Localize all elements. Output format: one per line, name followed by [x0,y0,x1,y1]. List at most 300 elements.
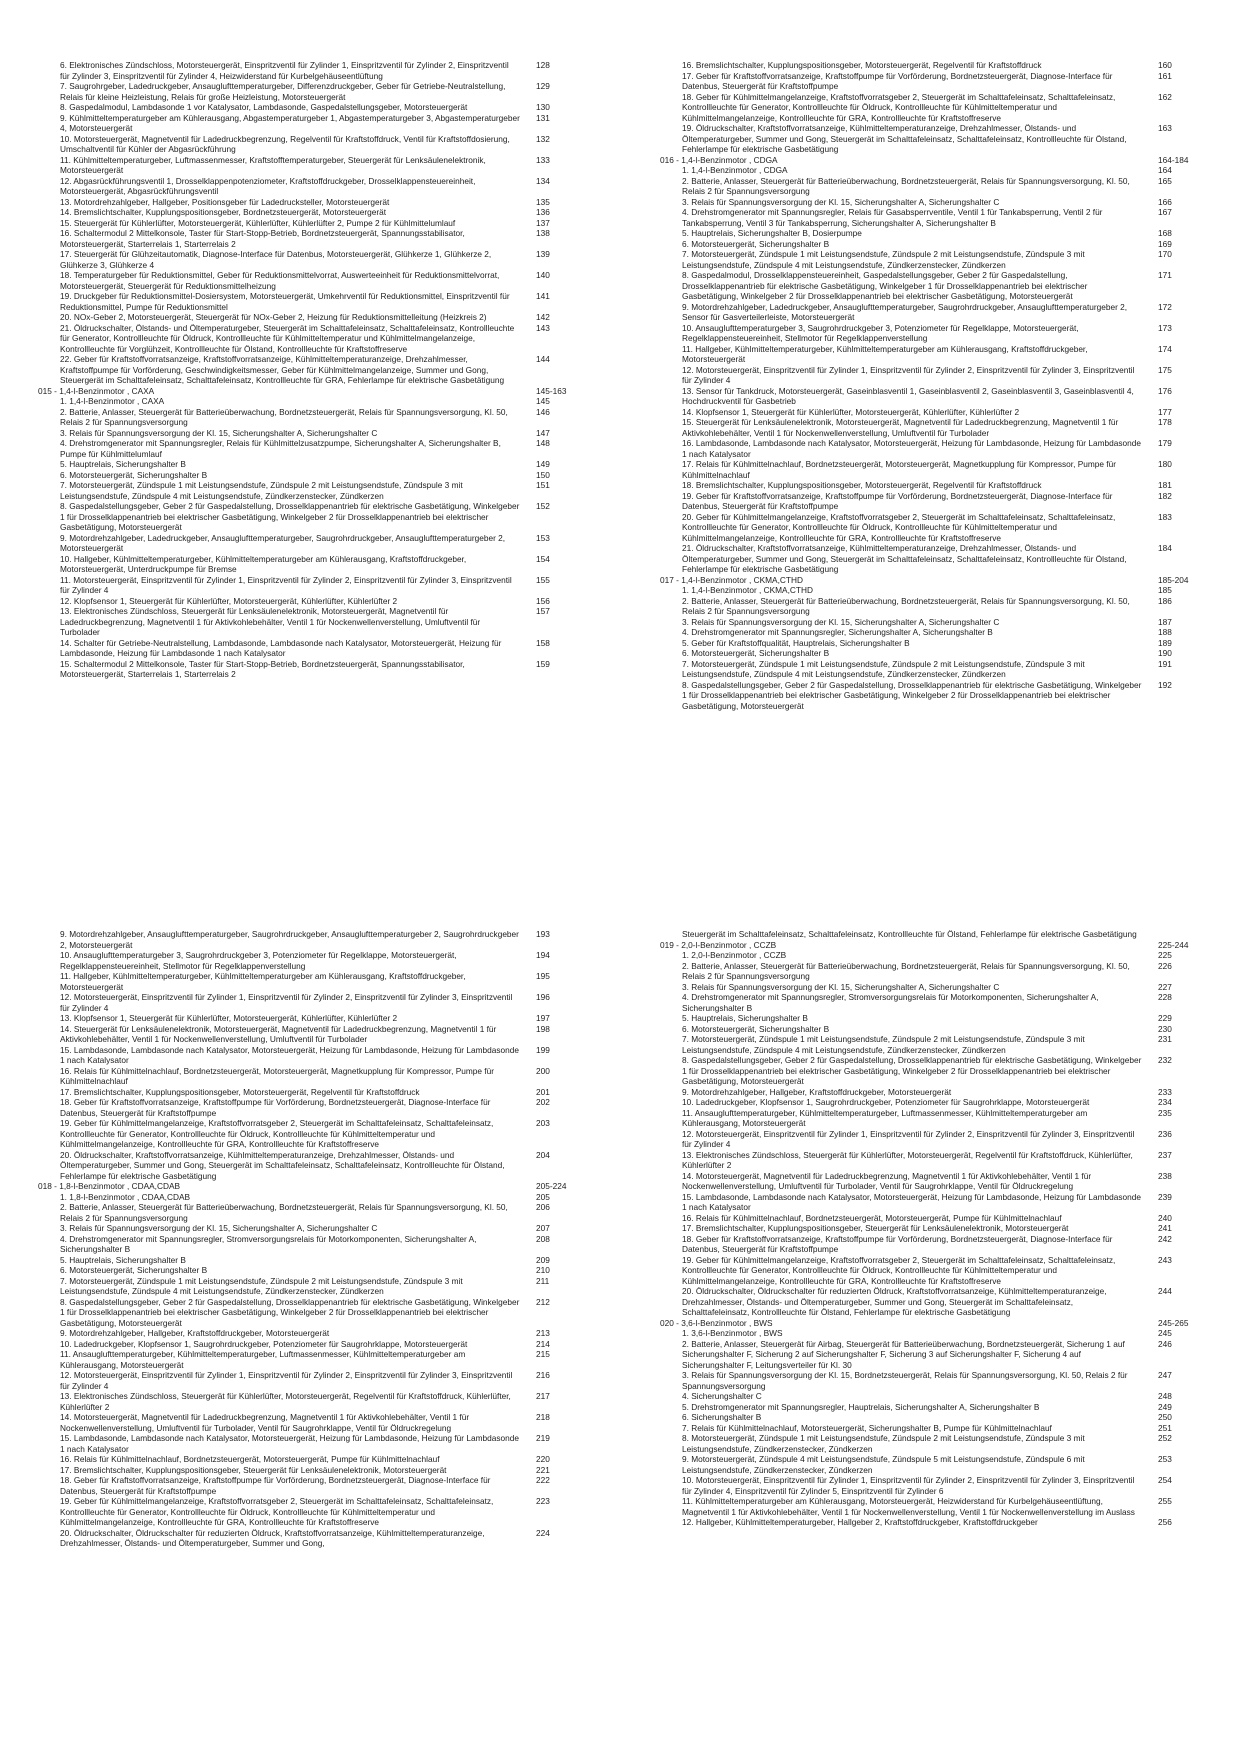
page-number: 166 [1158,196,1172,207]
page-number: 254 [1158,1475,1172,1485]
page-number: 243 [1158,1254,1172,1265]
entry-text: 10. Ladedruckgeber, Klopfsensor 1, Saugrohrdruckgeber, Potenziometer für Saugrohrklappe, Motorsteuergerät [60,1338,468,1349]
page-number: 155 [536,574,550,585]
entry-text: 11. Ansauglufttemperaturgeber, Kühlmitteltemperaturgeber, Luftmassenmesser, Kühlmitteltemperaturgeber am Kühlerausgang, Motorsteuergerät [682,1107,1088,1128]
index-entry [682,407,1214,418]
entry-text: 15. Schaltermodul 2 Mittelkonsole, Taster für Start-Stopp-Betrieb, Bordnetzsteuergerät, Spannungsstabilisator, Motorsteuergerät, Starterrelais 1, Starterrelais 2 [60,658,465,679]
entry-text: Steuergerät im Schalttafeleinsatz, Schalttafeleinsatz, Kontrollleuchte für Ölstand, Fehlerlampe für elektrische Gasbetätigung [682,929,1137,939]
page-number: 232 [1158,1055,1172,1065]
index-entry [682,386,1214,407]
entry-text: 12. Hallgeber, Kühlmitteltemperaturgeber, Hallgeber 2, Kraftstoffdruckgeber, Kraftstoffdruckgeber [682,1517,1038,1527]
index-entry [60,1475,592,1496]
index-entry [682,438,1214,459]
index-entry [682,270,1214,302]
index-entry [682,982,1214,993]
entry-text: 15. Lambdasonde, Lambdasonde nach Katalysator, Motorsteuergerät, Heizung für Lambdasonde, Heizung für Lambdasonde 1 nach Katalysator [60,1433,519,1454]
page-number: 138 [536,228,550,238]
page-number: 165 [1158,175,1172,186]
page-number: 245 [1158,1328,1172,1338]
index-entry [60,438,592,459]
index-entry [60,480,592,501]
page-number: 222 [536,1475,550,1485]
entry-text: 4. Drehstromgenerator mit Spannungsregler, Stromversorgungsrelais für Motorkomponenten, Sicherungshalter A, Sicherungshalter B [682,992,1099,1013]
entry-text: 8. Gaspedalstellungsgeber, Geber 2 für Gaspedalstellung, Drosselklappenantrieb für elektrische Gasbetätigung, Winkelgeber 1 für Drosselklappenantrieb bei elektrischer Gasbetätigung, Winkelgeber 2 für Drosselklappenantrieb bei elektrischer Gasbetätigung, Motorsteuergerät [682,679,1142,711]
page-number: 185-204 [1158,574,1189,585]
index-entry [682,1454,1214,1475]
page-number: 153 [536,532,550,543]
index-entry [60,575,592,596]
index-entry [682,1286,1214,1318]
page-number: 195 [536,971,550,981]
page-number: 196 [536,992,550,1002]
entry-text: 1. 1,4-l-Benzinmotor , CKMA,CTHD [682,585,813,595]
index-entry [60,1349,592,1370]
entry-text: 8. Gaspedalstellungsgeber, Geber 2 für Gaspedalstellung, Drosselklappenantrieb für elektrische Gasbetätigung, Winkelgeber 1 für Drosselklappenantrieb bei elektrischer Gasbetätigung, Winkelgeber 2 für Drosselklappenantrieb bei elektrischer Gasbetätigung, Motorsteuergerät [60,1296,520,1328]
page-number: 128 [536,60,550,70]
entry-text: 015 - 1,4-l-Benzinmotor , CAXA [38,385,155,396]
entry-text: 20. NOx-Geber 2, Motorsteuergerät, Steuergerät für NOx-Geber 2, Heizung für Reduktionsmittelleitung (Heizkreis 2) [60,312,487,322]
page-number: 192 [1158,679,1172,690]
index-entry [682,1517,1214,1528]
index-entry [682,92,1214,124]
page-number: 203 [536,1118,550,1128]
index-entry [682,1423,1214,1434]
index-entry [60,60,592,81]
index-entry [682,228,1214,239]
entry-text: 15. Lambdasonde, Lambdasonde nach Katalysator, Motorsteuergerät, Heizung für Lambdasonde, Heizung für Lambdasonde 1 nach Katalysator [60,1044,519,1065]
entry-text: 18. Geber für Kühlmittelmangelanzeige, Kraftstoffvorratsgeber 2, Steuergerät im Schalttafeleinsatz, Schalttafeleinsatz, Kontrollleuchte für Generator, Kontrollleuchte für Öldruck, Kontrollleuchte für Kühlmitteltemperatur und Kühlmittelmangelanzeige, Kontrollleuchte für GRA, Kontrollleuchte für Kraftstoffreserve [682,91,1116,123]
entry-text: 12. Abgasrückführungsventil 1, Drosselklappenpotenziometer, Kraftstoffdruckgeber, Drosselklappensteuereinheit, Motorsteuergerät, Abgasrückführungsventil [60,175,476,196]
entry-text: 9. Motordrehzahlgeber, Hallgeber, Kraftstoffdruckgeber, Motorsteuergerät [60,1328,330,1338]
page-number: 136 [536,207,550,217]
index-entry [60,554,592,575]
page-number: 227 [1158,981,1172,992]
entry-text: 1. 1,4-l-Benzinmotor , CAXA [60,396,165,406]
page-number: 194 [536,950,550,960]
page-number: 143 [536,322,550,333]
page-number: 158 [536,637,550,648]
entry-text: 13. Elektronisches Zündschloss, Steuergerät für Lenksäulenelektronik, Motorsteuergerät, Magnetventil für Ladedruckbegrenzung, Magnetventil 1 für Aktivkohlebehälter, Ventil 1 für Nockenwellenverstellung, Umluftventil für Turbolader [60,606,481,637]
entry-text: 3. Relais für Spannungsversorgung der Kl. 15, Sicherungshalter A, Sicherungshalter C [682,196,1000,207]
page-number: 210 [536,1265,550,1275]
index-entry [682,71,1214,92]
index-entry [682,1255,1214,1287]
index-entry [60,1496,592,1528]
entry-text: 13. Motordrehzahlgeber, Hallgeber, Positionsgeber für Ladedrucksteller, Motorsteuergerät [60,196,390,207]
index-entry [60,1150,592,1182]
index-entry [60,1328,592,1339]
entry-text: 6. Sicherungshalter B [682,1412,762,1422]
entry-text: 5. Hauptrelais, Sicherungshalter B [60,459,186,469]
page-number: 206 [536,1202,550,1212]
entry-text: 8. Gaspedalstellungsgeber, Geber 2 für Gaspedalstellung, Drosselklappenantrieb für elektrische Gasbetätigung, Winkelgeber 1 für Drosselklappenantrieb bei elektrischer Gasbetätigung, Winkelgeber 2 für Drosselklappenantrieb bei elektrischer Gasbetätigung, Motorsteuergerät [60,501,520,532]
page-number: 217 [536,1391,550,1401]
entry-text: 12. Motorsteuergerät, Einspritzventil für Zylinder 1, Einspritzventil für Zylinder 2, Einspritzventil für Zylinder 3, Einspritzventil für Zylinder 4 [60,1370,513,1391]
page-number: 249 [1158,1401,1172,1412]
page-number: 150 [536,469,550,480]
entry-text: 019 - 2,0-l-Benzinmotor , CCZB [660,939,777,950]
index-entry [682,596,1214,617]
page-number: 182 [1158,490,1172,501]
entry-text: 15. Steuergerät für Kühlerlüfter, Motorsteuergerät, Kühlerlüfter, Kühlerlüfter 2, Pumpe 2 für Kühlmittelumlauf [60,217,456,228]
page-number: 213 [536,1328,550,1338]
index-entry [682,60,1214,71]
page-number: 218 [536,1412,550,1422]
index-entry [682,459,1214,480]
entry-text: 5. Hauptrelais, Sicherungshalter B [60,1254,186,1265]
page-number: 133 [536,154,550,165]
page-number: 244 [1158,1286,1172,1296]
index-entry [682,1055,1214,1087]
entry-text: 12. Klopfsensor 1, Steuergerät für Kühlerlüfter, Motorsteuergerät, Kühlerlüfter, Kühlerlüfter 2 [60,595,398,606]
index-entry [60,533,592,554]
index-entry [682,1223,1214,1234]
index-entry [682,1097,1214,1108]
index-entry [682,123,1214,155]
page-number: 144 [536,354,550,364]
page-number: 215 [536,1349,550,1359]
entry-text: 2. Batterie, Anlasser, Steuergerät für Airbag, Steuergerät für Batterieüberwachung, Bordnetzsteuergerät, Sicherung 1 auf Sicherungshalter F, Sicherung 2 auf Sicherungshalter F, Sicherung 3 auf Sicherungshalter F, Sicherung 4 auf Sicherungshalter F, Leitungsverteiler für Kl. 30 [682,1338,1125,1370]
entry-text: 13. Elektronisches Zündschloss, Steuergerät für Kühlerlüfter, Motorsteuergerät, Regelventil für Kraftstoffdruck, Kühlerlüfter, Kühlerlüfter 2 [60,1391,511,1412]
index-entry [60,1255,592,1266]
page-number: 177 [1158,406,1172,417]
entry-text: 20. Öldruckschalter, Öldruckschalter für reduzierten Öldruck, Kraftstoffvorratsanzeige, Kühlmitteltemperaturanzeige, Drehzahlmesser, Ölstands- und Öltemperaturgeber, Summer und Gong, Steuergerät im Schalttafeleinsatz, Schalttafeleinsatz, Kontrollleuchte für Ölstand, Fehlerlampe für elektrische Gasbetätigung [682,1286,1107,1317]
index-entry [60,501,592,533]
entry-text: 8. Motorsteuergerät, Zündspule 1 mit Leistungsendstufe, Zündspule 2 mit Leistungsendstufe, Zündspule 3 mit Leistungsendstufe, Zündkerzenstecker, Zündkerzen [682,1433,1085,1454]
index-entry [682,1402,1214,1413]
index-entry [60,1202,592,1223]
index-entry [60,459,592,470]
index-entry [682,638,1214,649]
index-entry [60,228,592,249]
index-entry [60,81,592,102]
page-number: 180 [1158,459,1172,469]
entry-text: 4. Drehstromgenerator mit Spannungsregler, Relais für Gasabsperrventile, Ventil 1 für Tankabsperrung, Ventil 2 für Tankabsperrung, Ventil 3 für Tankabsperrung, Sicherungshalter A, Sicherungshalter B [682,207,1103,228]
page-number: 145 [536,396,550,406]
entry-text: 17. Geber für Kraftstoffvorratsanzeige, Kraftstoffpumpe für Vorförderung, Bordnetzsteuergerät, Diagnose-Interface für Datenbus, Steuergerät für Kraftstoffpumpe [682,70,1113,91]
section-heading [660,1317,1214,1329]
entry-text: 18. Temperaturgeber für Reduktionsmittel, Geber für Reduktionsmittelvorrat, Auswerteeinheit für Reduktionsmittelvorrat, Motorsteuergerät, Steuergerät für Reduktionsmittelheizung [60,270,500,291]
entry-text: 18. Geber für Kraftstoffvorratsanzeige, Kraftstoffpumpe für Vorförderung, Bordnetzsteuergerät, Diagnose-Interface für Datenbus, Steuergerät für Kraftstoffpumpe [60,1097,491,1118]
page-number: 233 [1158,1086,1172,1097]
index-entry [682,543,1214,575]
page-number: 186 [1158,595,1172,606]
page-number: 226 [1158,960,1172,971]
index-entry [60,428,592,439]
entry-text: 1. 1,8-l-Benzinmotor , CDAA,CDAB [60,1191,191,1202]
index-entry [682,512,1214,544]
entry-text: 11. Hallgeber, Kühlmitteltemperaturgeber, Kühlmitteltemperaturgeber am Kühlerausgang, Kraftstoffdruckgeber, Motorsteuergerät [682,343,1088,364]
page-number: 193 [536,929,550,939]
page-number: 241 [1158,1223,1172,1233]
entry-text: 19. Geber für Kraftstoffvorratsanzeige, Kraftstoffpumpe für Vorförderung, Bordnetzsteuergerät, Diagnose-Interface für Datenbus, Steuergerät für Kraftstoffpumpe [682,490,1113,511]
page-number: 245-265 [1158,1317,1189,1328]
index-entry [682,480,1214,491]
page-number: 251 [1158,1422,1172,1433]
entry-text: 16. Relais für Kühlmittelnachlauf, Bordnetzsteuergerät, Motorsteuergerät, Pumpe für Kühlmittelnachlauf [60,1454,440,1464]
entry-text: 016 - 1,4-l-Benzinmotor , CDGA [660,154,778,165]
entry-text: 1. 3,6-l-Benzinmotor , BWS [682,1328,783,1338]
index-column-top-right [660,60,1214,711]
entry-text: 8. Gaspedalmodul, Drosselklappensteuereinheit, Gaspedalstellungsgeber, Geber 2 für Gaspedalstellung, Drosselklappenantrieb für elektrische Gasbetätigung, Winkelgeber 1 für Drosselklappenantrieb bei elektrischer Gasbetätigung, Winkelgeber 2 für Drosselklappenantrieb bei elektrischer Gasbetätigung, Motorsteuergerät [682,270,1088,301]
index-entry [60,407,592,428]
page-number: 220 [536,1454,550,1464]
page-number: 160 [1158,60,1172,70]
entry-text: 9. Motordrehzahlgeber, Ladedruckgeber, Ansauglufttemperaturgeber, Saugrohrdruckgeber, Ansauglufttemperaturgeber 2, Sensor für Gasverteilerleiste, Motorsteuergerät [682,301,1128,322]
entry-text: 15. Steuergerät für Lenksäulenelektronik, Motorsteuergerät, Magnetventil für Ladedruckbegrenzung, Magnetventil 1 für Aktivkohlebehälter, Ventil 1 für Nockenwellenverstellung, Umluftventil für Turbolader [682,417,1119,438]
index-entry [682,1024,1214,1035]
page-number: 250 [1158,1412,1172,1422]
entry-text: 11. Hallgeber, Kühlmitteltemperaturgeber, Kühlmitteltemperaturgeber am Kühlerausgang, Kraftstoffdruckgeber, Motorsteuergerät [60,971,466,992]
index-entry [60,249,592,270]
index-entry [682,950,1214,961]
entry-text: 19. Öldruckschalter, Kraftstoffvorratsanzeige, Kühlmitteltemperaturanzeige, Drehzahlmesser, Ölstands- und Öltemperaturgeber, Summer und Gong, Steuergerät im Schalttafeleinsatz, Schalttafeleinsatz, Kontrollleuchte für Ölstand, Fehlerlampe für elektrische Gasbetätigung [682,123,1127,154]
index-entry [60,1528,592,1549]
page-number: 181 [1158,480,1172,490]
index-entry [60,155,592,176]
entry-text: 14. Schalter für Getriebe-Neutralstellung, Lambdasonde, Lambdasonde nach Katalysator, Motorsteuergerät, Heizung für Lambdasonde, Heizung für Lambdasonde 1 nach Katalysator [60,637,502,658]
page-number: 164 [1158,165,1172,175]
entry-text: 5. Hauptrelais, Sicherungshalter B [682,1013,808,1023]
entry-text: 19. Geber für Kühlmittelmangelanzeige, Kraftstoffvorratsgeber 2, Steuergerät im Schalttafeleinsatz, Schalttafeleinsatz, Kontrollleuchte für Generator, Kontrollleuchte für Öldruck, Kontrollleuchte für Kühlmitteltemperatur und Kühlmittelmangelanzeige, Kontrollleuchte für GRA, Kontrollleuchte für Kraftstoffreserve [682,1254,1116,1286]
index-entry [60,1066,592,1087]
entry-text: 9. Motordrehzahlgeber, Ansauglufttemperaturgeber, Saugrohrdruckgeber, Ansauglufttemperaturgeber 2, Saugrohrdruckgeber 2, Motorsteuergerät [60,929,519,950]
page-number: 162 [1158,91,1172,102]
page-number: 204 [536,1149,550,1160]
entry-text: 11. Kühlmitteltemperaturgeber am Kühlerausgang, Motorsteuergerät, Heizwiderstand für Kurbelgehäuseentlüftung, Magnetventil 1 für Aktivkohlebehälter, Ventil 1 für Nockenwellenverstellung, Ventil 1 für Nockenwellenverstellung im Auslass [682,1496,1135,1517]
page-number: 168 [1158,228,1172,238]
page-number: 141 [536,291,550,301]
index-entry [60,1297,592,1329]
index-entry [682,417,1214,438]
entry-text: 13. Sensor für Tankdruck, Motorsteuergerät, Gaseinblasventil 1, Gaseinblasventil 2, Gaseinblasventil 3, Gaseinblasventil 4, Hochdruckventil für Gasbetrieb [682,385,1134,406]
entry-text: 9. Motordrehzahlgeber, Ladedruckgeber, Ansauglufttemperaturgeber, Saugrohrdruckgeber, Ansauglufttemperaturgeber 2, Motorsteuergerät [60,532,506,553]
entry-text: 10. Ladedruckgeber, Klopfsensor 1, Saugrohrdruckgeber, Potenziometer für Saugrohrklappe, Motorsteuergerät [682,1097,1090,1107]
entry-text: 20. Geber für Kühlmittelmangelanzeige, Kraftstoffvorratsgeber 2, Steuergerät im Schalttafeleinsatz, Schalttafeleinsatz, Kontrollleuchte für Generator, Kontrollleuchte für Öldruck, Kontrollleuchte für Kühlmitteltemperatur und Kühlmittelmangelanzeige, Kontrollleuchte für GRA, Kontrollleuchte für Kraftstoffreserve [682,511,1116,543]
entry-text: 6. Motorsteuergerät, Sicherungshalter B [60,469,208,480]
entry-text: 6. Motorsteuergerät, Sicherungshalter B [682,238,830,249]
page-number: 142 [536,312,550,322]
entry-text: 7. Motorsteuergerät, Zündspule 1 mit Leistungsendstufe, Zündspule 2 mit Leistungsendstufe, Zündspule 3 mit Leistungsendstufe, Zündspule 4 mit Leistungsendstufe, Zündkerzenstecker, Zündkerzen [682,1034,1085,1055]
entry-text: 4. Drehstromgenerator mit Spannungsregler, Relais für Kühlmittelzusatzpumpe, Sicherungshalter A, Sicherungshalter B, Pumpe für Kühlmittelumlauf [60,438,501,459]
page-number: 137 [536,217,550,228]
entry-text: 19. Geber für Kühlmittelmangelanzeige, Kraftstoffvorratsgeber 2, Steuergerät im Schalttafeleinsatz, Schalttafeleinsatz, Kontrollleuchte für Generator, Kontrollleuchte für Öldruck, Kontrollleuchte für Kühlmitteltemperatur und Kühlmittelmangelanzeige, Kontrollleuchte für GRA, Kontrollleuchte für Kraftstoffreserve [60,1496,494,1527]
section-heading [38,385,592,397]
page-number: 145-163 [536,385,567,396]
page-number: 164-184 [1158,154,1189,165]
page-number: 183 [1158,511,1172,522]
index-entry [682,992,1214,1013]
page-number: 157 [536,606,550,616]
page-number: 167 [1158,207,1172,217]
entry-text: 17. Bremslichtschalter, Kupplungspositionsgeber, Steuergerät für Lenksäulenelektronik, Motorsteuergerät [682,1223,1069,1233]
entry-text: 12. Motorsteuergerät, Einspritzventil für Zylinder 1, Einspritzventil für Zylinder 2, Einspritzventil für Zylinder 3, Einspritzventil für Zylinder 4 [60,992,513,1013]
entry-text: 16. Relais für Kühlmittelnachlauf, Bordnetzsteuergerät, Motorsteuergerät, Magnetkupplung für Kompressor, Pumpe für Kühlmittelnachlauf [60,1065,494,1086]
entry-text: 8. Gaspedalstellungsgeber, Geber 2 für Gaspedalstellung, Drosselklappenantrieb für elektrische Gasbetätigung, Winkelgeber 1 für Drosselklappenantrieb bei elektrischer Gasbetätigung, Winkelgeber 2 für Drosselklappenantrieb bei elektrischer Gasbetätigung, Motorsteuergerät [682,1055,1142,1086]
index-entry [60,354,592,386]
index-entry [60,1024,592,1045]
entry-text: 13. Klopfsensor 1, Steuergerät für Kühlerlüfter, Motorsteuergerät, Kühlerlüfter, Kühlerlüfter 2 [60,1013,398,1023]
index-entry [682,1034,1214,1055]
index-entry [60,1223,592,1234]
page-number: 230 [1158,1023,1172,1034]
index-entry [60,1265,592,1276]
page-number: 231 [1158,1034,1172,1044]
page-number: 209 [536,1254,550,1265]
entry-text: 2. Batterie, Anlasser, Steuergerät für Batterieüberwachung, Bordnetzsteuergerät, Relais für Spannungsversorgung, Kl. 50, Relais 2 für Spannungsversorgung [60,1202,508,1223]
index-entry [682,1192,1214,1213]
entry-text: 14. Motorsteuergerät, Magnetventil für Ladedruckbegrenzung, Magnetventil 1 für Aktivkohlebehälter, Ventil 1 für Nockenwellenverstellung, Umluftventil für Turbolader, Ventil für Saugrohrklappe, Ventil für Öldruckregelung [682,1170,1092,1191]
index-entry [682,648,1214,659]
entry-text: 3. Relais für Spannungsversorgung der Kl. 15, Bordnetzsteuergerät, Relais für Spannungsversorgung, Kl. 50, Relais 2 für Spannungsversorgung [682,1370,1128,1391]
index-entry [682,323,1214,344]
page-number: 147 [536,427,550,438]
entry-text: 4. Drehstromgenerator mit Spannungsregler, Sicherungshalter A, Sicherungshalter B [682,627,993,637]
index-entry [60,1412,592,1433]
index-entry [60,470,592,481]
entry-text: 9. Kühlmitteltemperaturgeber am Kühlerausgang, Abgastemperaturgeber 1, Abgastemperaturgeber 3, Abgastemperaturgeber 4, Motorsteuergerät [60,112,520,133]
entry-text: 4. Sicherungshalter C [682,1391,762,1401]
page-number: 176 [1158,385,1172,396]
index-entry [60,291,592,312]
index-entry [60,1339,592,1350]
page-number: 214 [536,1338,550,1349]
entry-text: 3. Relais für Spannungsversorgung der Kl. 15, Sicherungshalter A, Sicherungshalter C [60,427,378,438]
page-number: 236 [1158,1128,1172,1139]
entry-text: 18. Geber für Kraftstoffvorratsanzeige, Kraftstoffpumpe für Vorförderung, Bordnetzsteuergerät, Diagnose-Interface für Datenbus, Steuergerät für Kraftstoffpumpe [682,1233,1113,1254]
entry-text: 7. Motorsteuergerät, Zündspule 1 mit Leistungsendstufe, Zündspule 2 mit Leistungsendstufe, Zündspule 3 mit Leistungsendstufe, Zündspule 4 mit Leistungsendstufe, Zündkerzenstecker, Zündkerzen [60,1275,463,1296]
page-number: 224 [536,1527,550,1538]
index-entry [682,1412,1214,1423]
page-number: 208 [536,1233,550,1244]
index-entry [682,680,1214,712]
entry-text: 13. Elektronisches Zündschloss, Steuergerät für Kühlerlüfter, Motorsteuergerät, Regelventil für Kraftstoffdruck, Kühlerlüfter, Kühlerlüfter 2 [682,1149,1133,1170]
page-number: 178 [1158,417,1172,427]
page-number: 174 [1158,343,1172,354]
section-heading [660,154,1214,166]
entry-text: 21. Öldruckschalter, Ölstands- und Öltemperaturgeber, Steuergerät im Schalttafeleinsatz, Schalttafeleinsatz, Kontrollleuchte für Generator, Kontrollleuchte für Öldruck, Kontrollleuchte für Kühlmitteltemperatur und Kühlmittelmangelanzeige, Kontrollleuchte für Vorglühzeit, Kontrollleuchte für Ölstand, Kontrollleuchte für Kraftstoffreserve [60,322,515,354]
page-number: 253 [1158,1454,1172,1464]
page-number: 161 [1158,70,1172,81]
entry-text: 14. Motorsteuergerät, Magnetventil für Ladedruckbegrenzung, Magnetventil 1 für Aktivkohlebehälter, Ventil 1 für Nockenwellenverstellung, Umluftventil für Turbolader, Ventil für Saugrohrklappe, Ventil für Öldruckregelung [60,1412,470,1433]
index-entry [682,302,1214,323]
index-entry [682,1013,1214,1024]
page-number: 212 [536,1296,550,1307]
index-entry [682,249,1214,270]
page-number: 256 [1158,1517,1172,1527]
entry-text: 3. Relais für Spannungsversorgung der Kl. 15, Sicherungshalter A, Sicherungshalter C [682,981,1000,992]
entry-text: 22. Geber für Kraftstoffvorratsanzeige, Kraftstoffvorratsanzeige, Kühlmitteltemperaturanzeige, Drehzahlmesser, Kraftstoffpumpe für Vorförderung, Geschwindigkeitsmesser, Geber für Kühlmittelmangelanzeige, Summer und Gong, Steuergerät im Schalttafeleinsatz, Schalttafeleinsatz, Kontrollleuchte für GRA, Fehlerlampe für elektrische Gasbetätigung [60,354,505,385]
index-column-bottom-right [660,929,1214,1528]
page-number: 239 [1158,1191,1172,1202]
entry-text: 6. Elektronisches Zündschloss, Motorsteuergerät, Einspritzventil für Zylinder 1, Einspritzventil für Zylinder 2, Einspritzventil für Zylinder 3, Einspritzventil für Zylinder 4, Heizwiderstand für Kurbelgehäuseentlüftung [60,60,509,81]
section-heading [38,1181,592,1192]
index-entry [60,659,592,680]
index-entry [682,1213,1214,1224]
page-number: 163 [1158,123,1172,133]
index-entry [682,961,1214,982]
page-number: 225-244 [1158,939,1189,950]
page-number: 191 [1158,658,1172,669]
page-number: 130 [536,102,550,112]
entry-text: 017 - 1,4-l-Benzinmotor , CKMA,CTHD [660,574,803,585]
index-entry [60,1465,592,1476]
entry-text: 12. Motorsteuergerät, Einspritzventil für Zylinder 1, Einspritzventil für Zylinder 2, Einspritzventil für Zylinder 3, Einspritzventil für Zylinder 4 [682,364,1135,385]
index-entry [60,1433,592,1454]
page-number: 189 [1158,637,1172,648]
entry-text: 11. Ansauglufttemperaturgeber, Kühlmitteltemperaturgeber, Luftmassenmesser, Kühlmitteltemperaturgeber am Kühlerausgang, Motorsteuergerät [60,1349,466,1370]
index-entry [60,1192,592,1203]
entry-text: 17. Bremslichtschalter, Kupplungspositionsgeber, Motorsteuergerät, Regelventil für Kraftstoffdruck [60,1086,420,1097]
entry-text: 7. Relais für Kühlmittelnachlauf, Motorsteuergerät, Sicherungshalter B, Pumpe für Kühlmittelnachlauf [682,1422,1052,1433]
index-entry [682,1108,1214,1129]
index-entry [682,1328,1214,1339]
entry-text: 9. Motorsteuergerät, Zündspule 4 mit Leistungsendstufe, Zündspule 5 mit Leistungsendstufe, Zündspule 6 mit Leistungsendstufe, Zündkerzenstecker, Zündkerzen [682,1454,1085,1475]
entry-text: 17. Relais für Kühlmittelnachlauf, Bordnetzsteuergerät, Motorsteuergerät, Magnetkupplung für Kompressor, Pumpe für Kühlmittelnachlauf [682,459,1116,480]
page-number: 225 [1158,950,1172,960]
entry-text: 5. Geber für Kraftstoffqualität, Hauptrelais, Sicherungshalter B [682,637,910,648]
index-entry [682,1339,1214,1371]
page-number: 199 [536,1044,550,1055]
index-entry [60,606,592,638]
page-number: 131 [536,112,550,123]
entry-text: 17. Steuergerät für Glühzeitautomatik, Diagnose-Interface für Datenbus, Motorsteuergerät, Glühkerze 1, Glühkerze 2, Glühkerze 3, Glühkerze 4 [60,249,492,270]
page-number: 175 [1158,364,1172,375]
page-number: 202 [536,1097,550,1107]
entry-text: 16. Bremslichtschalter, Kupplungspositionsgeber, Motorsteuergerät, Regelventil für Kraftstoffdruck [682,60,1042,70]
page-number: 172 [1158,301,1172,312]
entry-text: 18. Bremslichtschalter, Kupplungspositionsgeber, Motorsteuergerät, Regelventil für Kraftstoffdruck [682,480,1042,490]
index-entry [682,1475,1214,1496]
index-entry [60,134,592,155]
page-number: 154 [536,553,550,564]
index-entry [682,1150,1214,1171]
entry-text: 3. Relais für Spannungsversorgung der Kl. 15, Sicherungshalter A, Sicherungshalter C [682,616,1000,627]
index-column-bottom-left [38,929,592,1549]
page-number: 234 [1158,1097,1172,1107]
index-entry [60,1097,592,1118]
index-entry [682,659,1214,680]
index-entry [682,627,1214,638]
index-entry [682,1087,1214,1098]
entry-text: 020 - 3,6-l-Benzinmotor , BWS [660,1317,773,1328]
entry-text: 11. Kühlmitteltemperaturgeber, Luftmassenmesser, Kraftstofftemperaturgeber, Steuergerät für Lenksäulenelektronik, Motorsteuergerät [60,154,486,175]
entry-text: 10. Ansauglufttemperaturgeber 3, Saugrohrdruckgeber 3, Potenziometer für Regelklappe, Motorsteuergerät, Regelklappensteuereinheit, Stellmotor für Regelklappenverstellung [682,322,1079,343]
entry-text: 10. Motorsteuergerät, Magnetventil für Ladedruckbegrenzung, Regelventil für Kraftstoffdruck, Ventil für Kraftstoffdosierung, Umschaltventil für Kühler der Abgasrückführung [60,133,510,154]
page-number: 201 [536,1086,550,1097]
index-entry [60,596,592,607]
page-number: 252 [1158,1433,1172,1443]
entry-text: 16. Lambdasonde, Lambdasonde nach Katalysator, Motorsteuergerät, Heizung für Lambdasonde, Heizung für Lambdasonde 1 nach Katalysator [682,438,1141,459]
entry-text: 7. Motorsteuergerät, Zündspule 1 mit Leistungsendstufe, Zündspule 2 mit Leistungsendstufe, Zündspule 3 mit Leistungsendstufe, Zündspule 4 mit Leistungsendstufe, Zündkerzenstecker, Zündkerzen [60,480,463,501]
index-entry [60,312,592,323]
page-number: 171 [1158,270,1172,280]
page-number: 184 [1158,543,1172,553]
entry-text: 2. Batterie, Anlasser, Steuergerät für Batterieüberwachung, Bordnetzsteuergerät, Relais für Spannungsversorgung, Kl. 50, Relais 2 für Spannungsversorgung [682,595,1130,616]
entry-text: 20. Öldruckschalter, Kraftstoffvorratsanzeige, Kühlmitteltemperaturanzeige, Drehzahlmesser, Ölstands- und Öltemperaturgeber, Summer und Gong, Steuergerät im Schalttafeleinsatz, Schalttafeleinsatz, Kontrollleuchte für Ölstand, Fehlerlampe für elektrische Gasbetätigung [60,1149,505,1181]
page-number: 140 [536,270,550,280]
index-entry [60,197,592,208]
index-entry [60,1454,592,1465]
section-heading [660,939,1214,951]
entry-text: 14. Klopfsensor 1, Steuergerät für Kühlerlüfter, Motorsteuergerät, Kühlerlüfter, Kühlerlüfter 2 [682,406,1020,417]
page-number: 198 [536,1023,550,1034]
index-entry [682,585,1214,596]
page-number: 129 [536,81,550,91]
page-number: 221 [536,1464,550,1475]
page-number: 247 [1158,1370,1172,1380]
index-entry [682,344,1214,365]
